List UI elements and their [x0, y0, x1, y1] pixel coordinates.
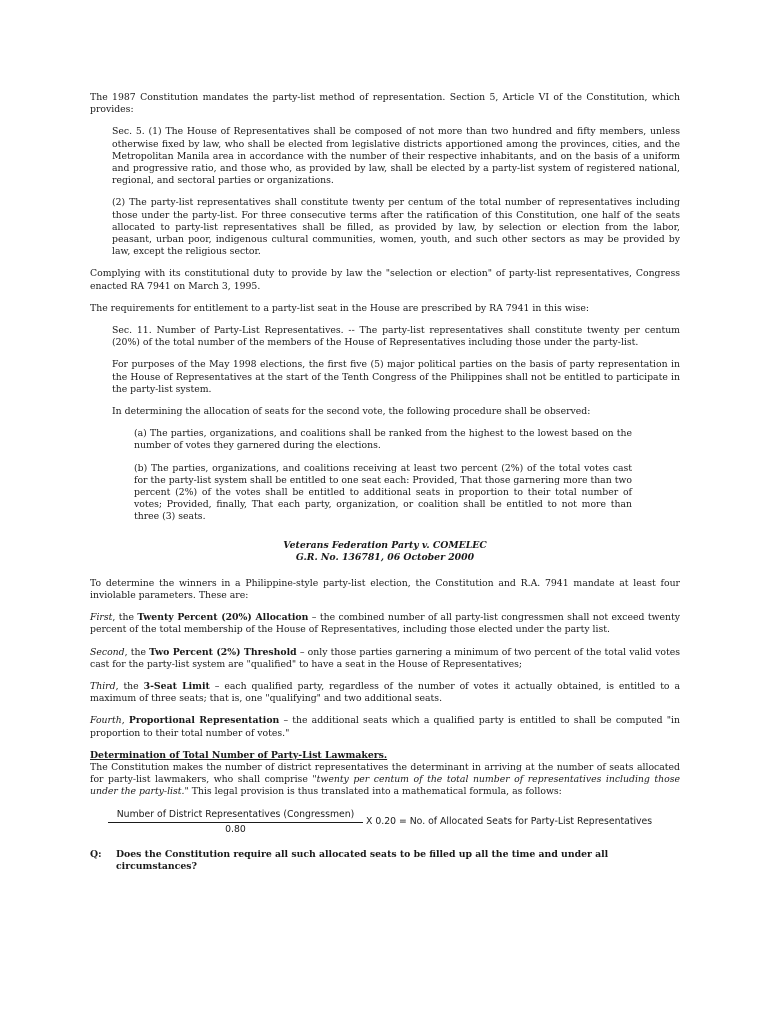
- question-label: Q:: [90, 848, 102, 860]
- formula-denominator: 0.80: [225, 823, 246, 835]
- param-text: – the additional seats which a qualified party is entitled to shall be computed "in proportion to their total number of votes.": [90, 715, 680, 739]
- question: [90, 849, 680, 873]
- formula-result: X 0.20 = No. of Allocated Seats for Party-List Representatives: [366, 815, 653, 827]
- param-text: – the combined number of all party-list congressmen shall not exceed twenty percent of the total membership of the House of Representatives, including those elected under the party list.: [90, 612, 680, 636]
- parameter-third: Third, the 3-Seat Limit – each qualified party, regardless of the number of votes it actually obtained, is entitled to a maximum of three seats; that is, one "qualifying" and two additional seats.: [90, 680, 680, 705]
- param-label: 3-Seat Limit: [143, 680, 210, 692]
- parameter-fourth: Fourth, Proportional Representation – the additional seats which a qualified party is entitled to shall be computed "in proportion to their total number of votes.": [90, 715, 680, 739]
- param-ordinal: Third: [90, 680, 116, 692]
- case-title: Veterans Federation Party v. COMELEC: [283, 539, 487, 551]
- complying-paragraph: Complying with its constitutional duty to provide by law the "selection or election" of party-list representatives, Congress enacted RA 7941 on March 3, 1995.: [90, 268, 680, 292]
- document-page: [90, 92, 680, 873]
- case-number: G.R. No. 136781, 06 October 2000: [295, 551, 475, 563]
- param-label: Twenty Percent (20%) Allocation: [137, 612, 309, 624]
- parameter-first: First, the Twenty Percent (20%) Allocation – the combined number of all party-list congressmen shall not exceed twenty percent of the total membership of the House of Representatives, including those elected under the party list.: [90, 612, 680, 636]
- sec11-paragraph-1: Sec. 11. Number of Party-List Representatives. -- The party-list representatives shall constitute twenty per centum (20%) of the total number of the members of the House of Representatives including those under the party-list.: [112, 325, 680, 349]
- param-text: – only those parties garnering a minimum of two percent of the total valid votes cast for the party-list system are "qualified" to have a seat in the House of Representatives;: [90, 646, 681, 670]
- case-heading: [90, 540, 680, 564]
- param-text: – each qualified party, regardless of the number of votes it actually obtained, is entitled to a maximum of three seats; that is, one "qualifying" and two additional seats.: [90, 680, 680, 705]
- det-text-part2: " This legal provision is thus translated into a mathematical formula, as follows:: [184, 786, 562, 798]
- param-label: Two Percent (2%) Threshold: [149, 646, 297, 658]
- param-label: Proportional Representation: [128, 715, 280, 727]
- sec5-paragraph-2: (2) The party-list representatives shall constitute twenty per centum of the total number of representatives including those under the party-list. For three consecutive terms after the ratification of this Constitution, one half of the seats allocated to party-list representatives shall be filled, as provided by law, by selection or election from the labor, peasant, urban poor, indigenous cultural communities, women, youth, and such other sectors as may be provided by law, except the religious sector.: [112, 197, 680, 258]
- param-ordinal: First: [90, 612, 113, 624]
- question-text: Does the Constitution require all such allocated seats to be filled up all the time and under all circumstances?: [116, 848, 609, 872]
- formula-numerator: Number of District Representatives (Congressmen): [116, 808, 355, 820]
- sec11-paragraph-3: In determining the allocation of seats for the second vote, the following procedure shall be observed:: [112, 406, 591, 418]
- sec11-item-a: (a) The parties, organizations, and coalitions shall be ranked from the highest to the lowest based on the number of votes they garnered during the elections.: [134, 428, 632, 452]
- fraction-bar: [108, 822, 363, 823]
- parameter-second: Second, the Two Percent (2%) Threshold – only those parties garnering a minimum of two percent of the total valid votes cast for the party-list system are "qualified" to have a seat in the House of Representatives;: [90, 646, 681, 670]
- requirements-paragraph: The requirements for entitlement to a party-list seat in the House are prescribed by RA 7941 in this wise:: [90, 302, 590, 314]
- det-text-italic: "twenty per centum of the total number of representatives including those under the party-list.: [90, 774, 680, 798]
- param-ordinal: Fourth: [90, 715, 122, 727]
- determine-paragraph: To determine the winners in a Philippine-style party-list election, the Constitution and R.A. 7941 mandate at least four inviolable parameters. These are:: [90, 577, 680, 601]
- intro-paragraph: The 1987 Constitution mandates the party-list method of representation. Section 5, Article VI of the Constitution, which provides:: [90, 92, 680, 116]
- allocation-formula: [90, 809, 680, 839]
- determination-paragraph: [90, 762, 680, 799]
- sec11-paragraph-2: For purposes of the May 1998 elections, the first five (5) major political parties on the basis of party representation in the House of Representatives at the start of the Tenth Congress of the Philippines shall not be entitled to participate in the party-list system.: [112, 359, 680, 395]
- det-text-part1: The Constitution makes the number of district representatives the determinant in arriving at the number of seats allocated for party-list lawmakers, who shall comprise: [90, 761, 680, 786]
- param-ordinal: Second: [90, 646, 125, 658]
- sec11-item-b: (b) The parties, organizations, and coalitions receiving at least two percent (2%) of the total votes cast for the party-list system shall be entitled to one seat each: Provided, That those garnering more than two percent (2%) of the votes shall be entitled to additional seats in proportion to their total number of votes; Provided, finally, That each party, organization, or coalition shall be entitled to not more than three (3) seats.: [134, 462, 632, 523]
- section-heading: Determination of Total Number of Party-List Lawmakers.: [90, 749, 388, 761]
- sec5-paragraph-1: Sec. 5. (1) The House of Representatives shall be composed of not more than two hundred and fifty members, unless otherwise fixed by law, who shall be elected from legislative districts apportioned among the provinces, cities, and the Metropolitan Manila area in accordance with the number of their respective inhabitants, and on the basis of a uniform and progressive ratio, and those who, as provided by law, shall be elected by a party-list system of registered national, regional, and sectoral parties or organizations.: [112, 126, 680, 187]
